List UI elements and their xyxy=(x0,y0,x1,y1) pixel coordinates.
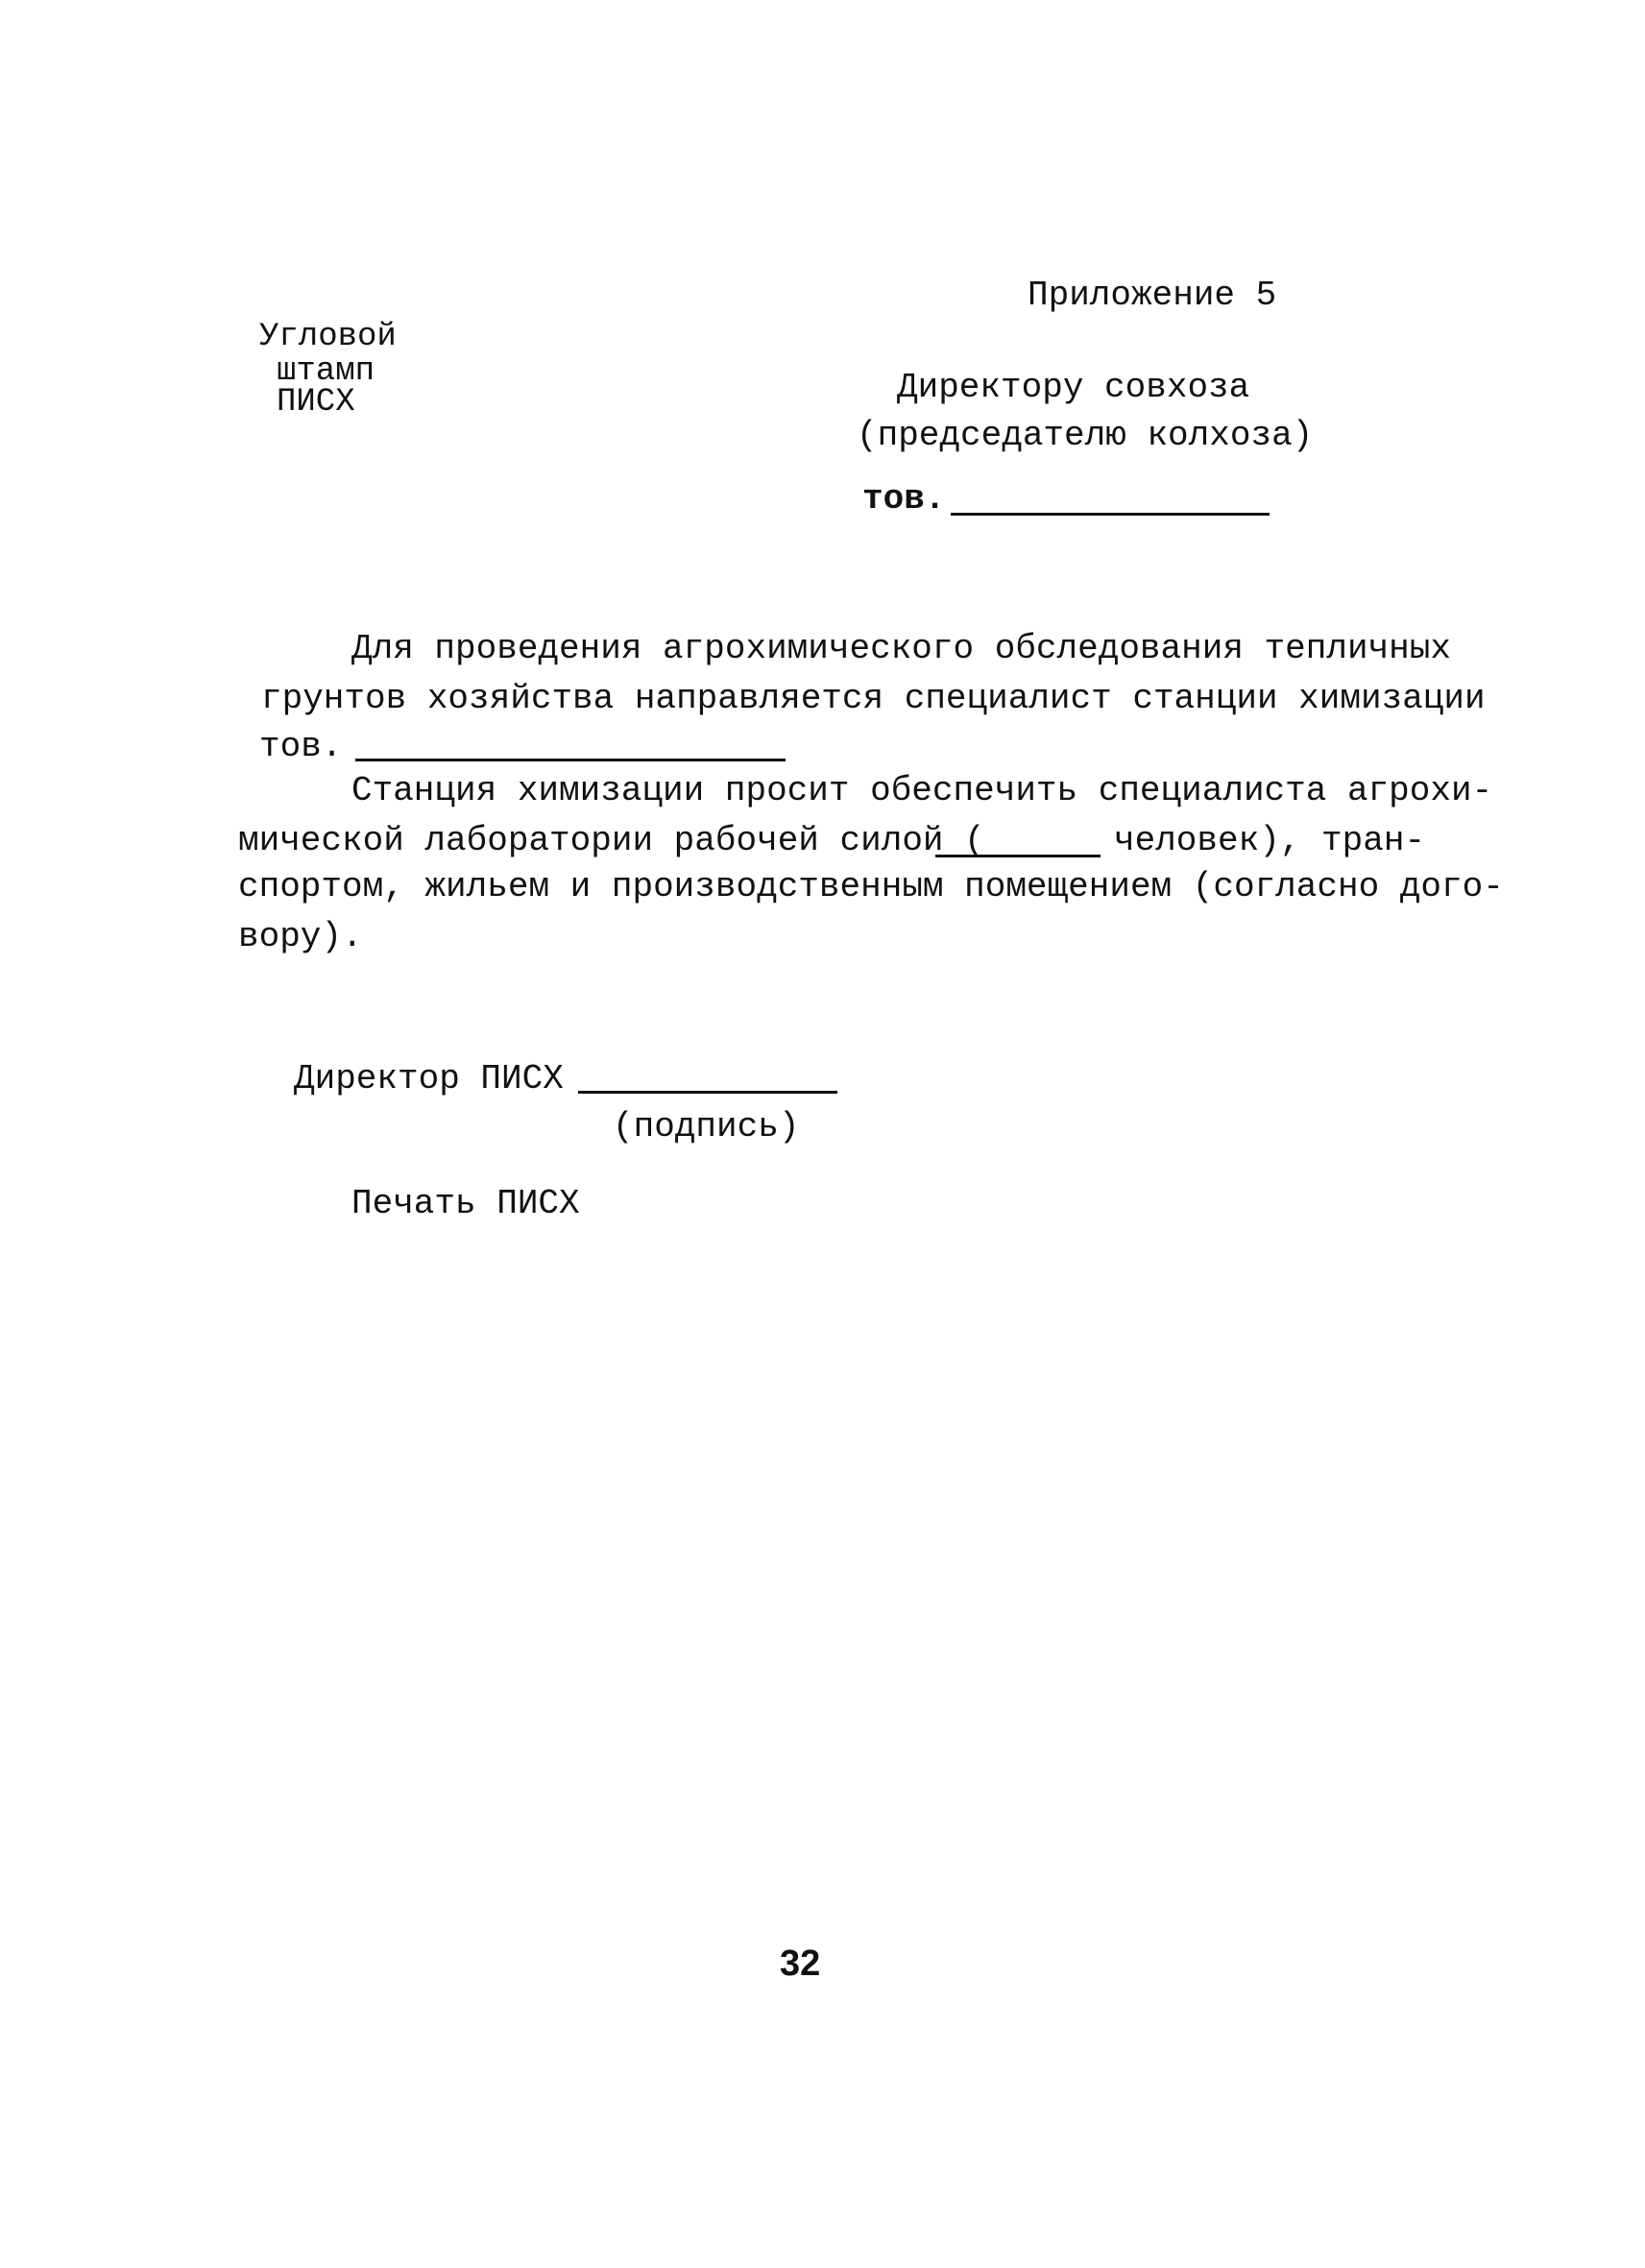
seal-label: Печать ПИСХ xyxy=(351,1184,580,1223)
addressee-name-blank[interactable] xyxy=(951,513,1270,516)
appendix-title: Приложение 5 xyxy=(1028,276,1277,315)
addressee-line1: Директору совхоза xyxy=(897,368,1250,407)
addressee-prefix: тов. xyxy=(862,479,946,519)
signature-label: Директор ПИСХ xyxy=(294,1059,564,1098)
body-p2-line1: Станция химизации просит обеспечить специалиста агрохи- xyxy=(351,771,1493,810)
body-p2-line4: вору). xyxy=(238,917,363,956)
page-number: 32 xyxy=(780,1943,821,1984)
stamp-label-line3: ПИСХ xyxy=(277,384,355,421)
stamp-label-line2: штамп xyxy=(277,353,375,390)
body-p1-line1: Для проведения агрохимического обследования тепличных xyxy=(351,629,1451,668)
stamp-label-line1: Угловой xyxy=(259,319,397,355)
body-p2-line2-start: мической лаборатории рабочей силой ( xyxy=(238,821,985,860)
body-p2-line3: спортом, жильем и производственным помещением (согласно дого- xyxy=(238,867,1504,906)
worker-count-blank[interactable] xyxy=(935,855,1101,857)
addressee-line2: (председателю колхоза) xyxy=(857,416,1314,455)
signature-blank[interactable] xyxy=(578,1091,837,1094)
body-p1-line3-prefix: тов. xyxy=(259,727,343,766)
body-p1-line2: грунтов хозяйства направляется специалист станции химизации xyxy=(261,679,1486,718)
signature-caption: (подпись) xyxy=(613,1107,800,1146)
body-p2-line2-end: человек), тран- xyxy=(1114,821,1426,860)
specialist-name-blank[interactable] xyxy=(355,759,786,761)
